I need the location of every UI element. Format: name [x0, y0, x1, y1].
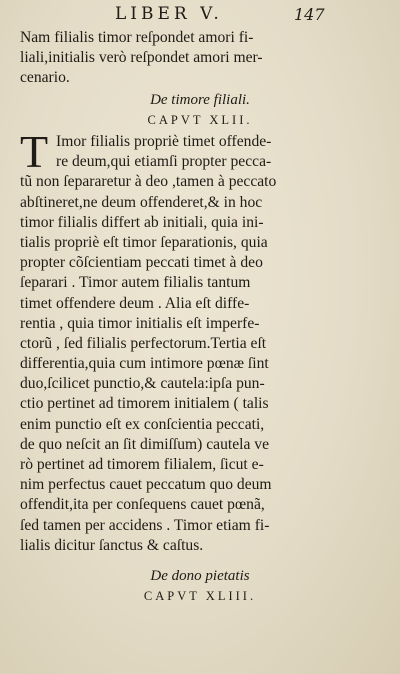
- chapter-label: CAPVT XLII.: [147, 113, 253, 127]
- text-line: offendit,ita per conſequens cauet pœnã,: [20, 496, 265, 514]
- text-line: lialis dicitur ſanctus & caſtus.: [20, 536, 204, 554]
- drop-cap: T: [20, 126, 49, 177]
- text-line: liali,initialis verò reſpondet amori mer-: [20, 49, 263, 67]
- text-line: Imor filialis propriè timet offende-: [56, 133, 272, 150]
- text-line: tialis propriè eſt timor ſeparationis, quia: [20, 233, 268, 251]
- chapter-body: [20, 126, 368, 556]
- chapter-label: CAPVT XLIII.: [143, 589, 257, 603]
- text-line: ctorũ , ſed filialis perfectorum.Tertia eſt: [20, 334, 267, 352]
- book-title: LIBER V.: [115, 4, 223, 24]
- text-line: nim perfectus cauet peccatum quo deum: [20, 476, 272, 494]
- text-line: duo,ſcilicet punctio,& cautela:ipſa pun-: [20, 375, 265, 393]
- lead-paragraph: [20, 28, 368, 89]
- text-line: ſeparari . Timor autem filialis tantum: [20, 274, 251, 292]
- running-head: [0, 4, 400, 26]
- text-line: de quo neſcit an ſit dimiſſum) cautela ve: [20, 435, 269, 453]
- text-line: rentia , quia timor initialis eſt imperfe-: [20, 314, 260, 332]
- text-line: Nam filialis timor reſpondet amori fi-: [20, 29, 254, 46]
- text-line: cenario.: [20, 69, 70, 87]
- text-line: re deum,qui etiamſi propter pecca-: [56, 153, 272, 171]
- text-line: tũ non ſepararetur à deo ,tamen à peccato: [20, 173, 277, 191]
- text-line: differentia,quia cum intimore pœnæ ſint: [20, 355, 269, 373]
- text-line: ctio pertinet ad timorem initialem ( talis: [20, 395, 269, 413]
- text-line: propter cõſcientiam peccati timet à deo: [20, 254, 263, 272]
- text-line: rò pertinet ad timorem filialem, ſicut e-: [20, 456, 264, 473]
- page-number: 147: [294, 5, 325, 24]
- section-heading: De dono pietatis: [150, 568, 250, 584]
- section-heading: De timore filiali.: [150, 92, 250, 108]
- text-line: ſed tamen per accidens . Timor etiam fi-: [20, 516, 270, 534]
- text-line: abſtineret,ne deum offenderet,& in hoc: [20, 193, 263, 211]
- text-line: enim punctio eſt ex conſcientia peccati,: [20, 415, 265, 433]
- text-line: timet offendere deum . Alia eſt diffe-: [20, 294, 250, 312]
- text-line: timor filialis differt ab initiali, quia ini-: [20, 213, 264, 231]
